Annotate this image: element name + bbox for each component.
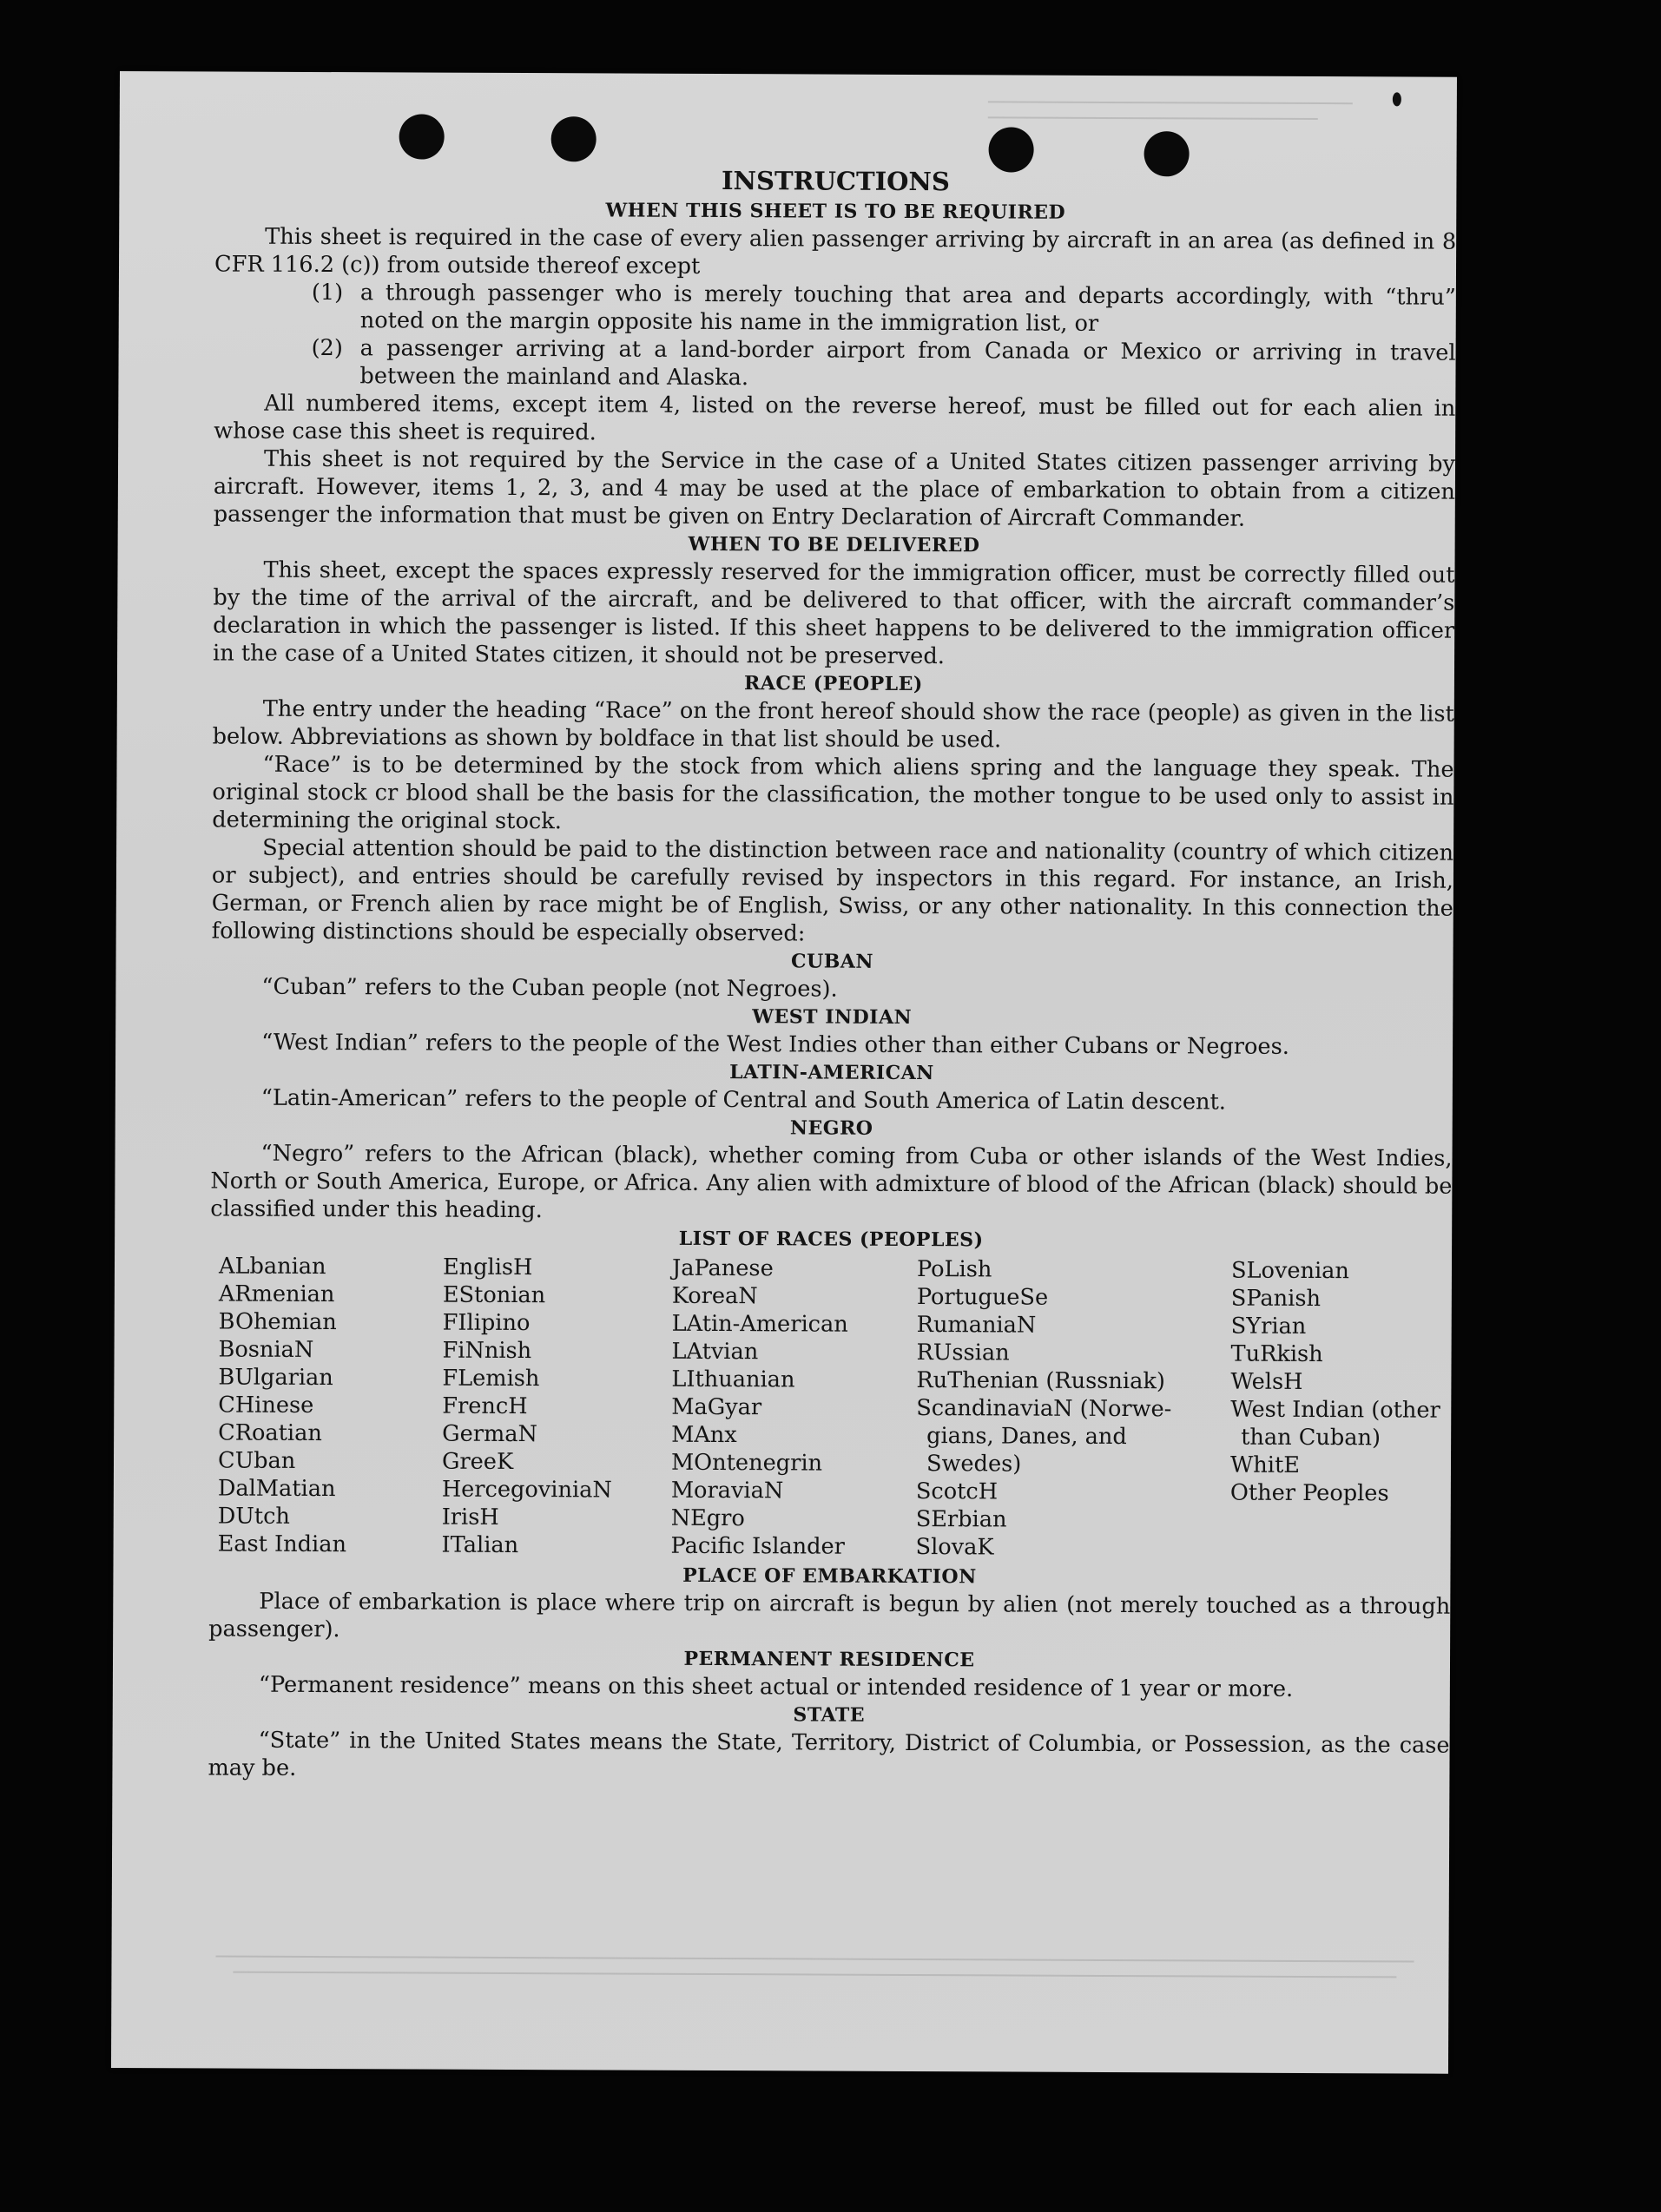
paragraph: “Latin-American” refers to the people of Central and South America of Latin descent. <box>260 1084 1227 1116</box>
race-entry: RUssian <box>916 1340 1010 1366</box>
heading-permanent-residence: PERMANENT RESIDENCE <box>683 1647 975 1672</box>
race-entry: MAnx <box>671 1421 737 1449</box>
paragraph: “Permanent residence” means on this sheet actual or intended residence of 1 year or more. <box>258 1671 1294 1702</box>
paragraph: This sheet, except the spaces expressly reserved for the immigration officer, must be correctly filled out by the time of the arrival of the aircraft, and be delivered to that officer, with the aircraft commander’s declaration in which the passenger is listed. If this sheet happens to be delivered to the immigration officer in the case of a United States citizen, it should not be preserved. <box>213 556 1455 670</box>
race-entry: SLovenian <box>1230 1257 1350 1285</box>
heading-place-of-embarkation: PLACE OF EMBARKATION <box>682 1564 977 1589</box>
paragraph: This sheet is not required by the Service in the case of a United States citizen passenger arriving by aircraft. However, items 1, 2, 3, and 4 may be used at the place of embarkation to obtain from a citizen passenger the information that must be given on Entry Declaration of Aircraft Commander. <box>213 445 1456 532</box>
race-entry: FLemish <box>442 1365 540 1392</box>
race-entry: LIthuanian <box>671 1366 795 1393</box>
race-entry: HercegoviniaN <box>441 1476 612 1504</box>
race-entry: BOhemian <box>218 1308 337 1336</box>
race-entry: SYrian <box>1230 1313 1307 1340</box>
race-entry: EStonian <box>442 1281 546 1309</box>
document-sheet <box>111 71 1457 2074</box>
race-entry: DUtch <box>217 1503 291 1530</box>
races-column <box>916 1255 1232 1563</box>
race-entry: LAtin-American <box>671 1310 848 1338</box>
item-number: (2) <box>311 334 343 362</box>
paragraph: “West Indian” refers to the people of the West Indies other than either Cubans or Negroes. <box>261 1029 1289 1060</box>
races-column <box>1230 1257 1461 1564</box>
race-entry: BUlgarian <box>218 1364 333 1392</box>
races-table <box>218 1253 1453 1564</box>
race-entry: LAtvian <box>671 1338 759 1366</box>
paragraph: The entry under the heading “Race” on the front hereof should show the race (people) as given in the list below. Abbreviations as shown by boldface in that list should be used. <box>212 695 1454 754</box>
race-entry: SErbian <box>915 1506 1007 1533</box>
instructions-content <box>208 161 1456 1787</box>
heading-latin-american: LATIN-AMERICAN <box>729 1061 934 1085</box>
punch-hole <box>551 116 597 161</box>
heading-negro: NEGRO <box>789 1116 873 1140</box>
race-entry: WhitE <box>1229 1452 1301 1478</box>
race-entry: PortugueSe <box>916 1284 1049 1311</box>
paragraph: All numbered items, except item 4, listed on the reverse hereof, must be filled out for each alien in whose case this sheet is required. <box>214 390 1456 446</box>
race-entry: GermaN <box>442 1420 537 1448</box>
race-entry: ALbanian <box>218 1253 326 1280</box>
race-entry: FiNnish <box>442 1337 532 1365</box>
heading-list-of-races: LIST OF RACES (PEOPLES) <box>678 1227 984 1252</box>
race-entry: CHinese <box>218 1392 314 1419</box>
paragraph: “Race” is to be determined by the stock from which aliens spring and the language they speak. The original stock cr blood shall be the basis for the classification, the mother tongue to be used only to assist in determining the original stock. <box>212 751 1454 835</box>
race-entry: BosniaN <box>218 1336 314 1363</box>
heading-state: STATE <box>793 1703 866 1727</box>
race-entry: ITalian <box>441 1531 519 1559</box>
race-entry: TuRkish <box>1230 1340 1323 1368</box>
race-entry: DalMatian <box>217 1475 336 1503</box>
paragraph: Place of embarkation is place where trip on aircraft is begun by alien (not merely touched as a through passenger). <box>208 1588 1451 1643</box>
bleed-through-line <box>233 1972 1396 1978</box>
race-entry: ScotcH <box>915 1478 999 1505</box>
heading-race: RACE (PEOPLE) <box>743 672 923 696</box>
item-number: (1) <box>311 279 344 306</box>
race-entry: MOntenegrin <box>670 1449 823 1477</box>
bleed-through-line <box>988 116 1318 120</box>
item-text: a passenger arriving at a land-border airport from Canada or Mexico or arriving in travel between the mainland and Alaska. <box>359 335 1456 392</box>
race-entry: RumaniaN <box>916 1312 1037 1339</box>
race-entry: PoLish <box>916 1256 992 1283</box>
races-column <box>442 1254 673 1560</box>
race-entry: KoreaN <box>671 1282 758 1310</box>
heading-cuban: CUBAN <box>790 950 874 973</box>
list-item <box>214 278 1456 339</box>
race-entry: SlovaK <box>915 1534 994 1561</box>
page-title: INSTRUCTIONS <box>721 166 950 197</box>
races-column <box>671 1254 918 1561</box>
bleed-through-line <box>216 1956 1414 1963</box>
paragraph: “Cuban” refers to the Cuban people (not Negroes). <box>261 973 838 1003</box>
paragraph: “Negro” refers to the African (black), whether coming from Cuba or other islands of the West Indies, North or South America, Europe, or Africa. Any alien with admixture of blood of the African (black) should be classified under this heading. <box>210 1140 1453 1224</box>
list-item <box>214 333 1455 394</box>
paragraph: “State” in the United States means the State, Territory, District of Columbia, or Possession, as the case may be. <box>208 1727 1450 1781</box>
race-entry: GreeK <box>441 1448 514 1475</box>
races-column <box>218 1253 444 1559</box>
race-entry: than Cuban) <box>1241 1424 1381 1452</box>
heading-west-indian: WEST INDIAN <box>752 1005 913 1029</box>
race-entry: MaGyar <box>671 1393 762 1421</box>
heading-when-delivered: WHEN TO BE DELIVERED <box>688 532 980 557</box>
race-entry: NEgro <box>670 1504 745 1532</box>
race-entry: ScandinaviaN (Norwe- <box>916 1395 1172 1423</box>
race-entry: gians, Danes, and <box>926 1423 1127 1451</box>
race-entry: MoraviaN <box>670 1477 784 1504</box>
race-entry: ARmenian <box>218 1280 335 1308</box>
ink-speck <box>1393 92 1401 106</box>
bleed-through-line <box>988 101 1353 104</box>
race-entry: CUban <box>217 1447 296 1474</box>
race-entry: West Indian (other <box>1230 1396 1440 1424</box>
punch-hole <box>399 114 445 159</box>
race-entry: FrencH <box>442 1392 528 1420</box>
race-entry: WelsH <box>1230 1368 1303 1395</box>
race-entry: JaPanese <box>671 1254 774 1282</box>
race-entry: RuThenian (Russniak) <box>916 1367 1165 1395</box>
paragraph: This sheet is required in the case of every alien passenger arriving by aircraft in an area (as defined in 8 CFR 116.2 (c)) from outside thereof except <box>214 223 1457 280</box>
race-entry: IrisH <box>441 1504 499 1531</box>
paragraph: Special attention should be paid to the distinction between race and nationality (country of which citizen or subject), and entries should be carefully revised by inspectors in this regard. For instance, an Irish, German, or French alien by race might be of English, Swiss, or any other nationality. In this connection the following distinctions should be especially observed: <box>211 834 1454 947</box>
race-entry: Other Peoples <box>1229 1479 1389 1507</box>
race-entry: SPanish <box>1230 1285 1322 1313</box>
heading-when-required: WHEN THIS SHEET IS TO BE REQUIRED <box>605 199 1066 224</box>
item-text: a through passenger who is merely touching that area and departs accordingly, with “thru” noted on the margin opposite his name in the immigration list, or <box>359 280 1456 337</box>
race-entry: Swedes) <box>926 1451 1022 1478</box>
race-entry: Pacific Islander <box>670 1532 845 1560</box>
race-entry: EnglisH <box>442 1254 533 1281</box>
race-entry: CRoatian <box>218 1419 322 1447</box>
race-entry: East Indian <box>217 1531 347 1558</box>
race-entry: FIlipino <box>442 1309 531 1337</box>
